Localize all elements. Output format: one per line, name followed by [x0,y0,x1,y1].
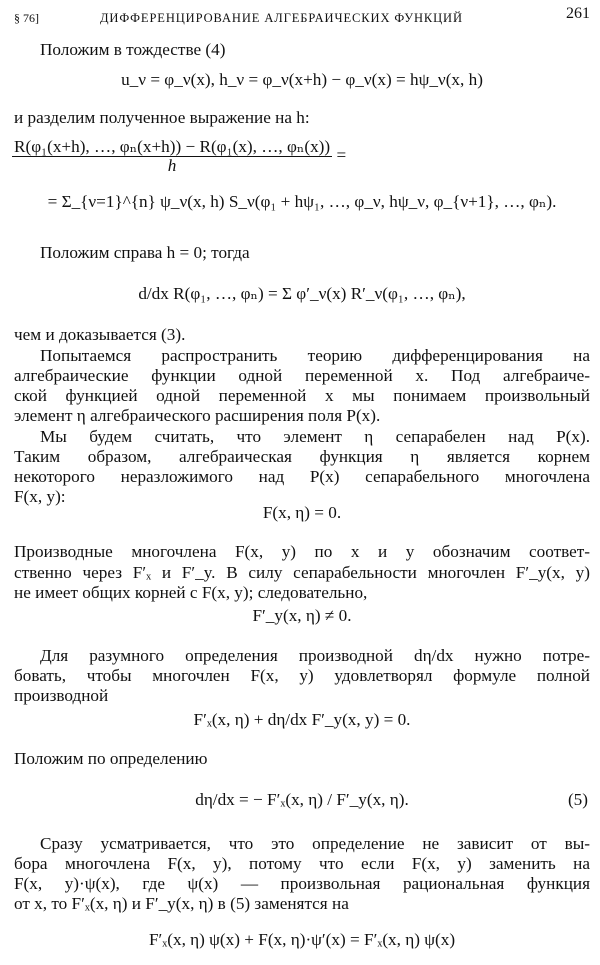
text-line: Таким образом, алгебраическая функция η является корнем [14,447,590,466]
equation-text: F′ₓ(x, η) + dη/dx F′_y(x, y) = 0. [193,710,411,729]
equation-7 [14,790,590,810]
equation-2-rhs [14,192,590,212]
text-line: бовать, чтобы многочлен F(x, y) удовлетворял формуле полной [14,666,590,685]
text-line: Производные многочлена F(x, y) по x и y обозначим соответ- [14,542,590,561]
text-line: чем и доказывается (3). [14,325,186,344]
text-line: бора многочлена F(x, y), потому что если F(x, y) заменить на [14,854,590,873]
equation-6 [14,710,590,730]
page-number: 261 [566,5,590,22]
equation-3 [14,284,590,304]
equation-8 [14,930,590,950]
text-line: алгебраические функции одной переменной x. Под алгебраиче- [14,366,590,385]
equation-text: u_ν = φ_ν(x), h_ν = φ_ν(x+h) − φ_ν(x) = hψ_ν(x, h) [121,70,483,89]
text-line: Положим по определению [14,749,208,768]
equation-text: d/dx R(φ₁, …, φₙ) = Σ φ′_ν(x) R′_ν(φ₁, …, φₙ), [138,284,466,303]
running-header [14,4,592,26]
equation-5 [14,606,590,626]
equation-text: F(x, η) = 0. [262,503,342,522]
text-line: от x, то F′ₓ(x, η) и F′_y(x, η) в (5) заменятся на [14,894,349,913]
equation-2-fraction: $\frac{\text{R(φ₁(x+h), …, φₙ(x+h)) − R(φ₁(x), …, φₙ(x))}}{h}$ = [14,137,347,175]
text-line: не имеет общих корней с F(x, y); следовательно, [14,583,368,602]
text-line: Положим справа h = 0; тогда [40,243,250,262]
text-line: Сразу усматривается, что это определение не зависит от вы- [40,834,590,853]
text-line: Попытаемся распространить теорию дифференцирования на [40,346,590,365]
text-line: F(x, y): [14,487,66,506]
text-line: ской функцией одной переменной x мы понимаем произвольный [14,386,590,405]
text-line: Для разумного определения производной dη/dx нужно потре- [40,646,590,665]
text-line: производной [14,686,109,705]
text-line: некоторого неразложимого над P(x) сепарабельного многочлена [14,467,590,486]
running-title: ДИФФЕРЕНЦИРОВАНИЕ АЛГЕБРАИЧЕСКИХ ФУНКЦИЙ [100,11,463,25]
fraction-numerator: R(φ₁(x+h), …, φₙ(x+h)) − R(φ₁(x), …, φₙ(x)) [14,137,331,156]
section-ref: § 76] [14,11,39,25]
equation-number: (5) [567,790,588,809]
equation-text: F′ₓ(x, η) ψ(x) + F(x, η)·ψ′(x) = F′ₓ(x, η) ψ(x) [148,930,456,949]
text-line: и разделим полученное выражение на h: [14,108,310,127]
text-line: элемент η алгебраического расширения поля P(x). [14,406,381,425]
equation-1 [14,70,590,90]
equation-text: = Σ_{ν=1}^{n} ψ_ν(x, h) S_ν(φ₁ + hψ₁, …, φ_ν, hψ_ν, φ_{ν+1}, …, φₙ). [47,192,557,211]
equation-text: dη/dx = − F′ₓ(x, η) / F′_y(x, η). [195,790,409,809]
fraction-denominator: h [167,156,177,175]
text-line: ственно через F′ₓ и F′_y. В силу сепарабельности многочлен F′_y(x, y) [14,563,590,582]
equation-text: F′_y(x, η) ≠ 0. [252,606,352,625]
text-line: F(x, y)·ψ(x), где ψ(x) — произвольная рациональная функция [14,874,590,893]
text-line: Положим в тождестве (4) [40,40,226,59]
text-line: Мы будем считать, что элемент η сепарабелен над P(x). [40,427,590,446]
equation-4 [14,503,590,523]
